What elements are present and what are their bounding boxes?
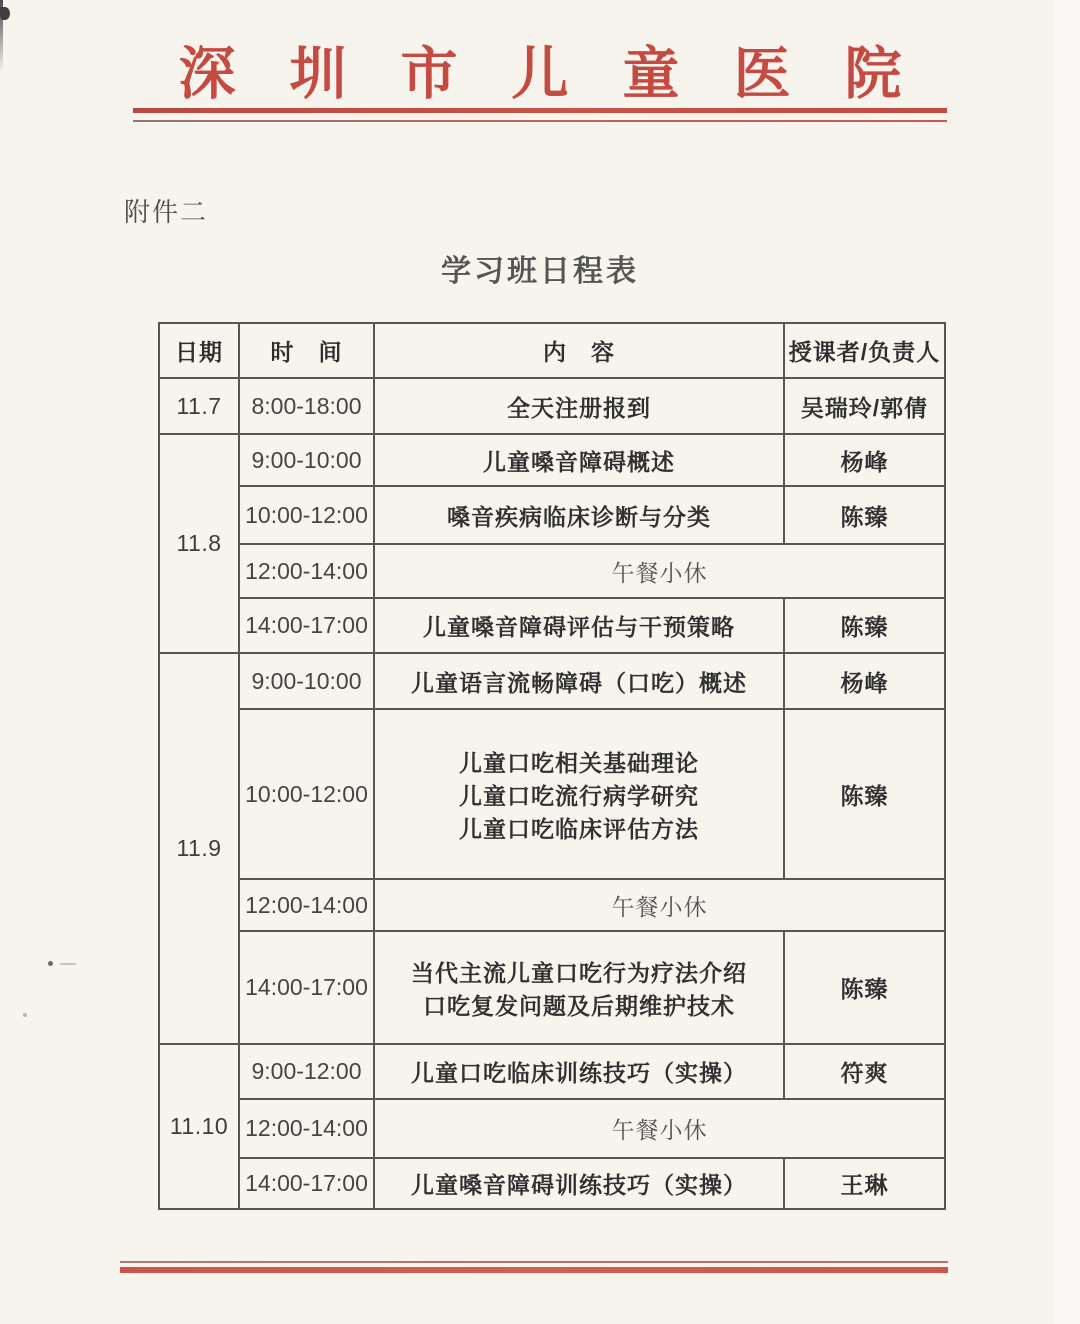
- table-row: [159, 486, 945, 544]
- table-row: [159, 434, 945, 486]
- table-row: [159, 931, 945, 1044]
- content-cell-multiline: [374, 709, 784, 879]
- letterhead-rule-thick: [133, 108, 947, 113]
- time-cell: 9:00-10:00: [239, 653, 374, 709]
- lecturer-cell: 陈臻: [784, 709, 945, 879]
- content-cell: 全天注册报到: [374, 378, 784, 434]
- scan-strip-artifact: [1054, 0, 1080, 1324]
- table-row: [159, 709, 945, 879]
- content-cell: 儿童口吃临床训练技巧（实操）: [374, 1044, 784, 1099]
- date-cell: 11.10: [159, 1044, 239, 1209]
- lunch-break-cell: 午餐小休: [374, 544, 945, 598]
- content-cell-multiline: [374, 931, 784, 1044]
- content-cell: 儿童语言流畅障碍（口吃）概述: [374, 653, 784, 709]
- table-row: [159, 879, 945, 931]
- time-cell: 9:00-10:00: [239, 434, 374, 486]
- time-cell: 14:00-17:00: [239, 1158, 374, 1209]
- footer-rule-thin: [120, 1261, 948, 1263]
- lecturer-cell: 陈臻: [784, 486, 945, 544]
- table-row: [159, 653, 945, 709]
- time-cell: 14:00-17:00: [239, 931, 374, 1044]
- lecturer-cell: 陈臻: [784, 931, 945, 1044]
- time-cell: 14:00-17:00: [239, 598, 374, 653]
- table-row: [159, 1099, 945, 1158]
- time-cell: 8:00-18:00: [239, 378, 374, 434]
- column-header-date: 日期: [159, 323, 239, 378]
- schedule-title: 学习班日程表: [441, 255, 639, 288]
- table-row: [159, 1044, 945, 1099]
- scan-speck-artifact: [60, 963, 76, 965]
- table-row: [159, 544, 945, 598]
- time-cell: 12:00-14:00: [239, 1099, 374, 1158]
- content-cell: 儿童嗓音障碍评估与干预策略: [374, 598, 784, 653]
- lecturer-cell: 吴瑞玲/郭倩: [784, 378, 945, 434]
- content-cell: 儿童嗓音障碍训练技巧（实操）: [374, 1158, 784, 1209]
- footer-rule-thick: [120, 1267, 948, 1273]
- column-header-content: 内 容: [374, 323, 784, 378]
- hospital-letterhead-title: 深圳市儿童医院: [178, 43, 956, 106]
- schedule-table: [158, 322, 946, 1210]
- date-cell: 11.8: [159, 434, 239, 653]
- table-row: [159, 1158, 945, 1209]
- letterhead-rule-thin: [133, 120, 947, 122]
- date-cell: 11.7: [159, 378, 239, 434]
- lunch-break-cell: 午餐小休: [374, 879, 945, 931]
- time-cell: 10:00-12:00: [239, 709, 374, 879]
- lecturer-cell: 杨峰: [784, 434, 945, 486]
- content-line: 儿童口吃临床评估方法: [459, 815, 699, 842]
- lecturer-cell: 王琳: [784, 1158, 945, 1209]
- content-cell: 儿童嗓音障碍概述: [374, 434, 784, 486]
- column-header-time: 时 间: [239, 323, 374, 378]
- lecturer-cell: 杨峰: [784, 653, 945, 709]
- lecturer-cell: 符爽: [784, 1044, 945, 1099]
- scan-speck-artifact: [23, 1013, 27, 1017]
- attachment-label: 附件二: [124, 198, 209, 227]
- scan-speck-artifact: [48, 961, 53, 966]
- time-cell: 10:00-12:00: [239, 486, 374, 544]
- date-cell: 11.9: [159, 653, 239, 1044]
- lunch-break-cell: 午餐小休: [374, 1099, 945, 1158]
- time-cell: 12:00-14:00: [239, 879, 374, 931]
- table-row: [159, 378, 945, 434]
- content-line: 口吃复发问题及后期维护技术: [423, 992, 735, 1019]
- content-cell: 嗓音疾病临床诊断与分类: [374, 486, 784, 544]
- table-row: [159, 598, 945, 653]
- scan-blob-artifact: [0, 7, 10, 20]
- content-line: 当代主流儿童口吃行为疗法介绍: [411, 959, 747, 986]
- content-line: 儿童口吃流行病学研究: [459, 782, 699, 809]
- table-header-row: [159, 323, 945, 378]
- time-cell: 12:00-14:00: [239, 544, 374, 598]
- content-line: 儿童口吃相关基础理论: [459, 749, 699, 776]
- time-cell: 9:00-12:00: [239, 1044, 374, 1099]
- lecturer-cell: 陈臻: [784, 598, 945, 653]
- column-header-lecturer: 授课者/负责人: [784, 323, 945, 378]
